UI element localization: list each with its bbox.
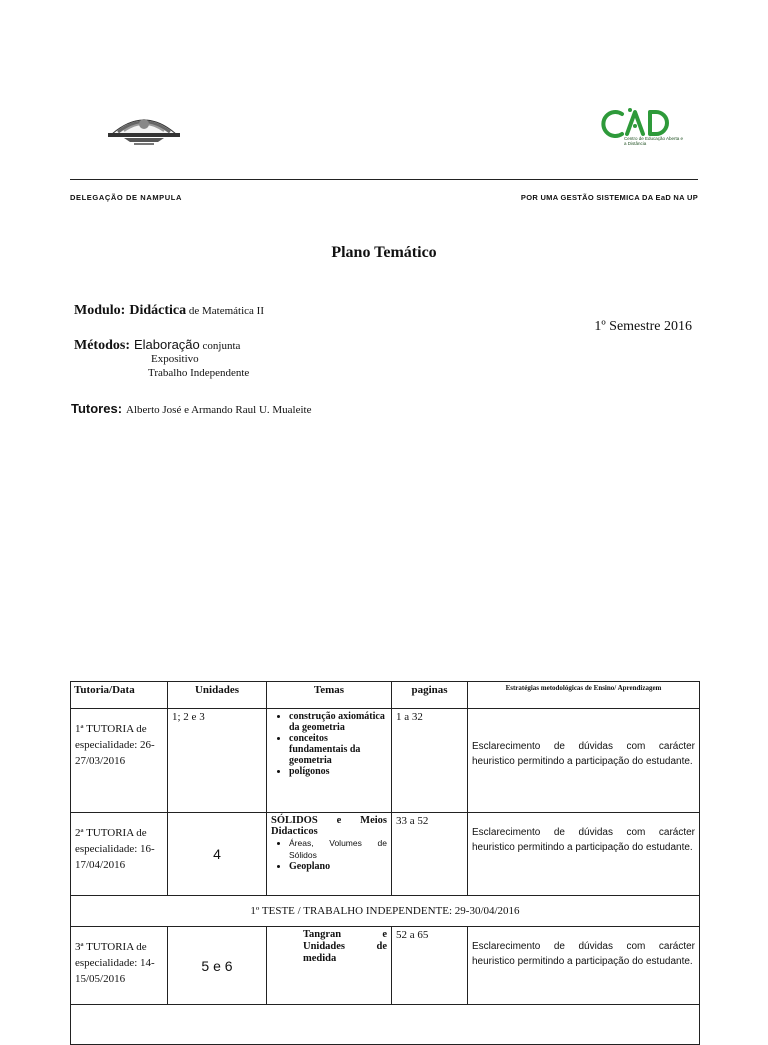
cad-subtitle: Centro de Educação Aberta e a Distância: [624, 136, 684, 146]
table-row: [71, 927, 700, 1005]
header-temas: Temas: [267, 682, 392, 709]
tutors-value: Alberto José e Armando Raul U. Mualeite: [126, 404, 312, 416]
module-value-main: Didáctica: [129, 303, 187, 318]
module-label: Modulo:: [74, 303, 126, 318]
cell-estrategia: Esclarecimento de dúvidas com carácter heuristico permitindo a participação do estudante.: [468, 927, 700, 1005]
cell-paginas: 52 a 65: [392, 927, 468, 1005]
table-row-empty: [71, 1005, 700, 1045]
semester-label: 1º Semestre 2016: [594, 319, 692, 334]
methods-row: [74, 336, 240, 354]
tema-item: • Áreas, Volumes de Sólidos: [289, 837, 387, 861]
header-tutoria: Tutoria/Data: [71, 682, 168, 709]
cell-unidades: 5 e 6: [168, 927, 267, 1005]
cell-temas: [267, 709, 392, 813]
header-divider: [70, 179, 698, 180]
cell-unidades: 1; 2 e 3: [168, 709, 267, 813]
cell-tutoria: 1ª TUTORIA de especialidade: 26-27/03/2016: [71, 709, 168, 813]
header-estrategias: Estratégias metodológicas de Ensino/ Aprendizagem: [468, 682, 700, 709]
cell-estrategia: Esclarecimento de dúvidas com carácter heuristico permitindo a participação do estudante.: [468, 813, 700, 896]
method-3: Trabalho Independente: [148, 367, 250, 379]
table-header-row: [71, 682, 700, 709]
method-2: Expositivo: [151, 353, 199, 365]
tema-item: • construção axiomática da geometria: [289, 711, 387, 733]
empty-cell: [71, 1005, 700, 1045]
tutors-label: Tutores:: [71, 401, 123, 416]
university-seal-logo: [104, 106, 184, 148]
page-title: Plano Temático: [331, 244, 437, 261]
cell-unidades: 4: [168, 813, 267, 896]
cell-temas: Tangran e Unidades de medida: [267, 927, 392, 1005]
test-row: [71, 896, 700, 927]
cell-temas: [267, 813, 392, 896]
cell-tutoria: 2ª TUTORIA de especialidade: 16-17/04/2016: [71, 813, 168, 896]
table-row: [71, 709, 700, 813]
delegation-label: DELEGAÇÃO DE NAMPULA: [70, 193, 183, 202]
module-value-rest: de Matemática II: [186, 305, 264, 317]
tema-item: • polígonos: [289, 766, 387, 777]
cell-tutoria: 3ª TUTORIA de especialidade: 14-15/05/2016: [71, 927, 168, 1005]
header-paginas: paginas: [392, 682, 468, 709]
tema-head: SÓLIDOS e Meios Didacticos: [271, 815, 387, 837]
module-row: [74, 301, 264, 319]
motto-label: POR UMA GESTÃO SISTEMICA DA EaD NA UP: [520, 193, 698, 202]
tema-item: • Geoplano: [289, 861, 387, 872]
method-1-main: Elaboração: [134, 337, 200, 352]
test-cell: 1º TESTE / TRABALHO INDEPENDENTE: 29-30/04/2016: [71, 896, 700, 927]
cell-paginas: 1 a 32: [392, 709, 468, 813]
methods-label: Métodos:: [74, 338, 130, 353]
cell-paginas: 33 a 52: [392, 813, 468, 896]
table-row: [71, 813, 700, 896]
tutors-row: [71, 400, 311, 418]
tema-item: • conceitos fundamentais da geometria: [289, 733, 387, 766]
header-unidades: Unidades: [168, 682, 267, 709]
method-1-rest: conjunta: [199, 340, 241, 352]
thematic-plan-table: [70, 681, 700, 1045]
cell-estrategia: Esclarecimento de dúvidas com carácter heuristico permitindo a participação do estudante.: [468, 709, 700, 813]
